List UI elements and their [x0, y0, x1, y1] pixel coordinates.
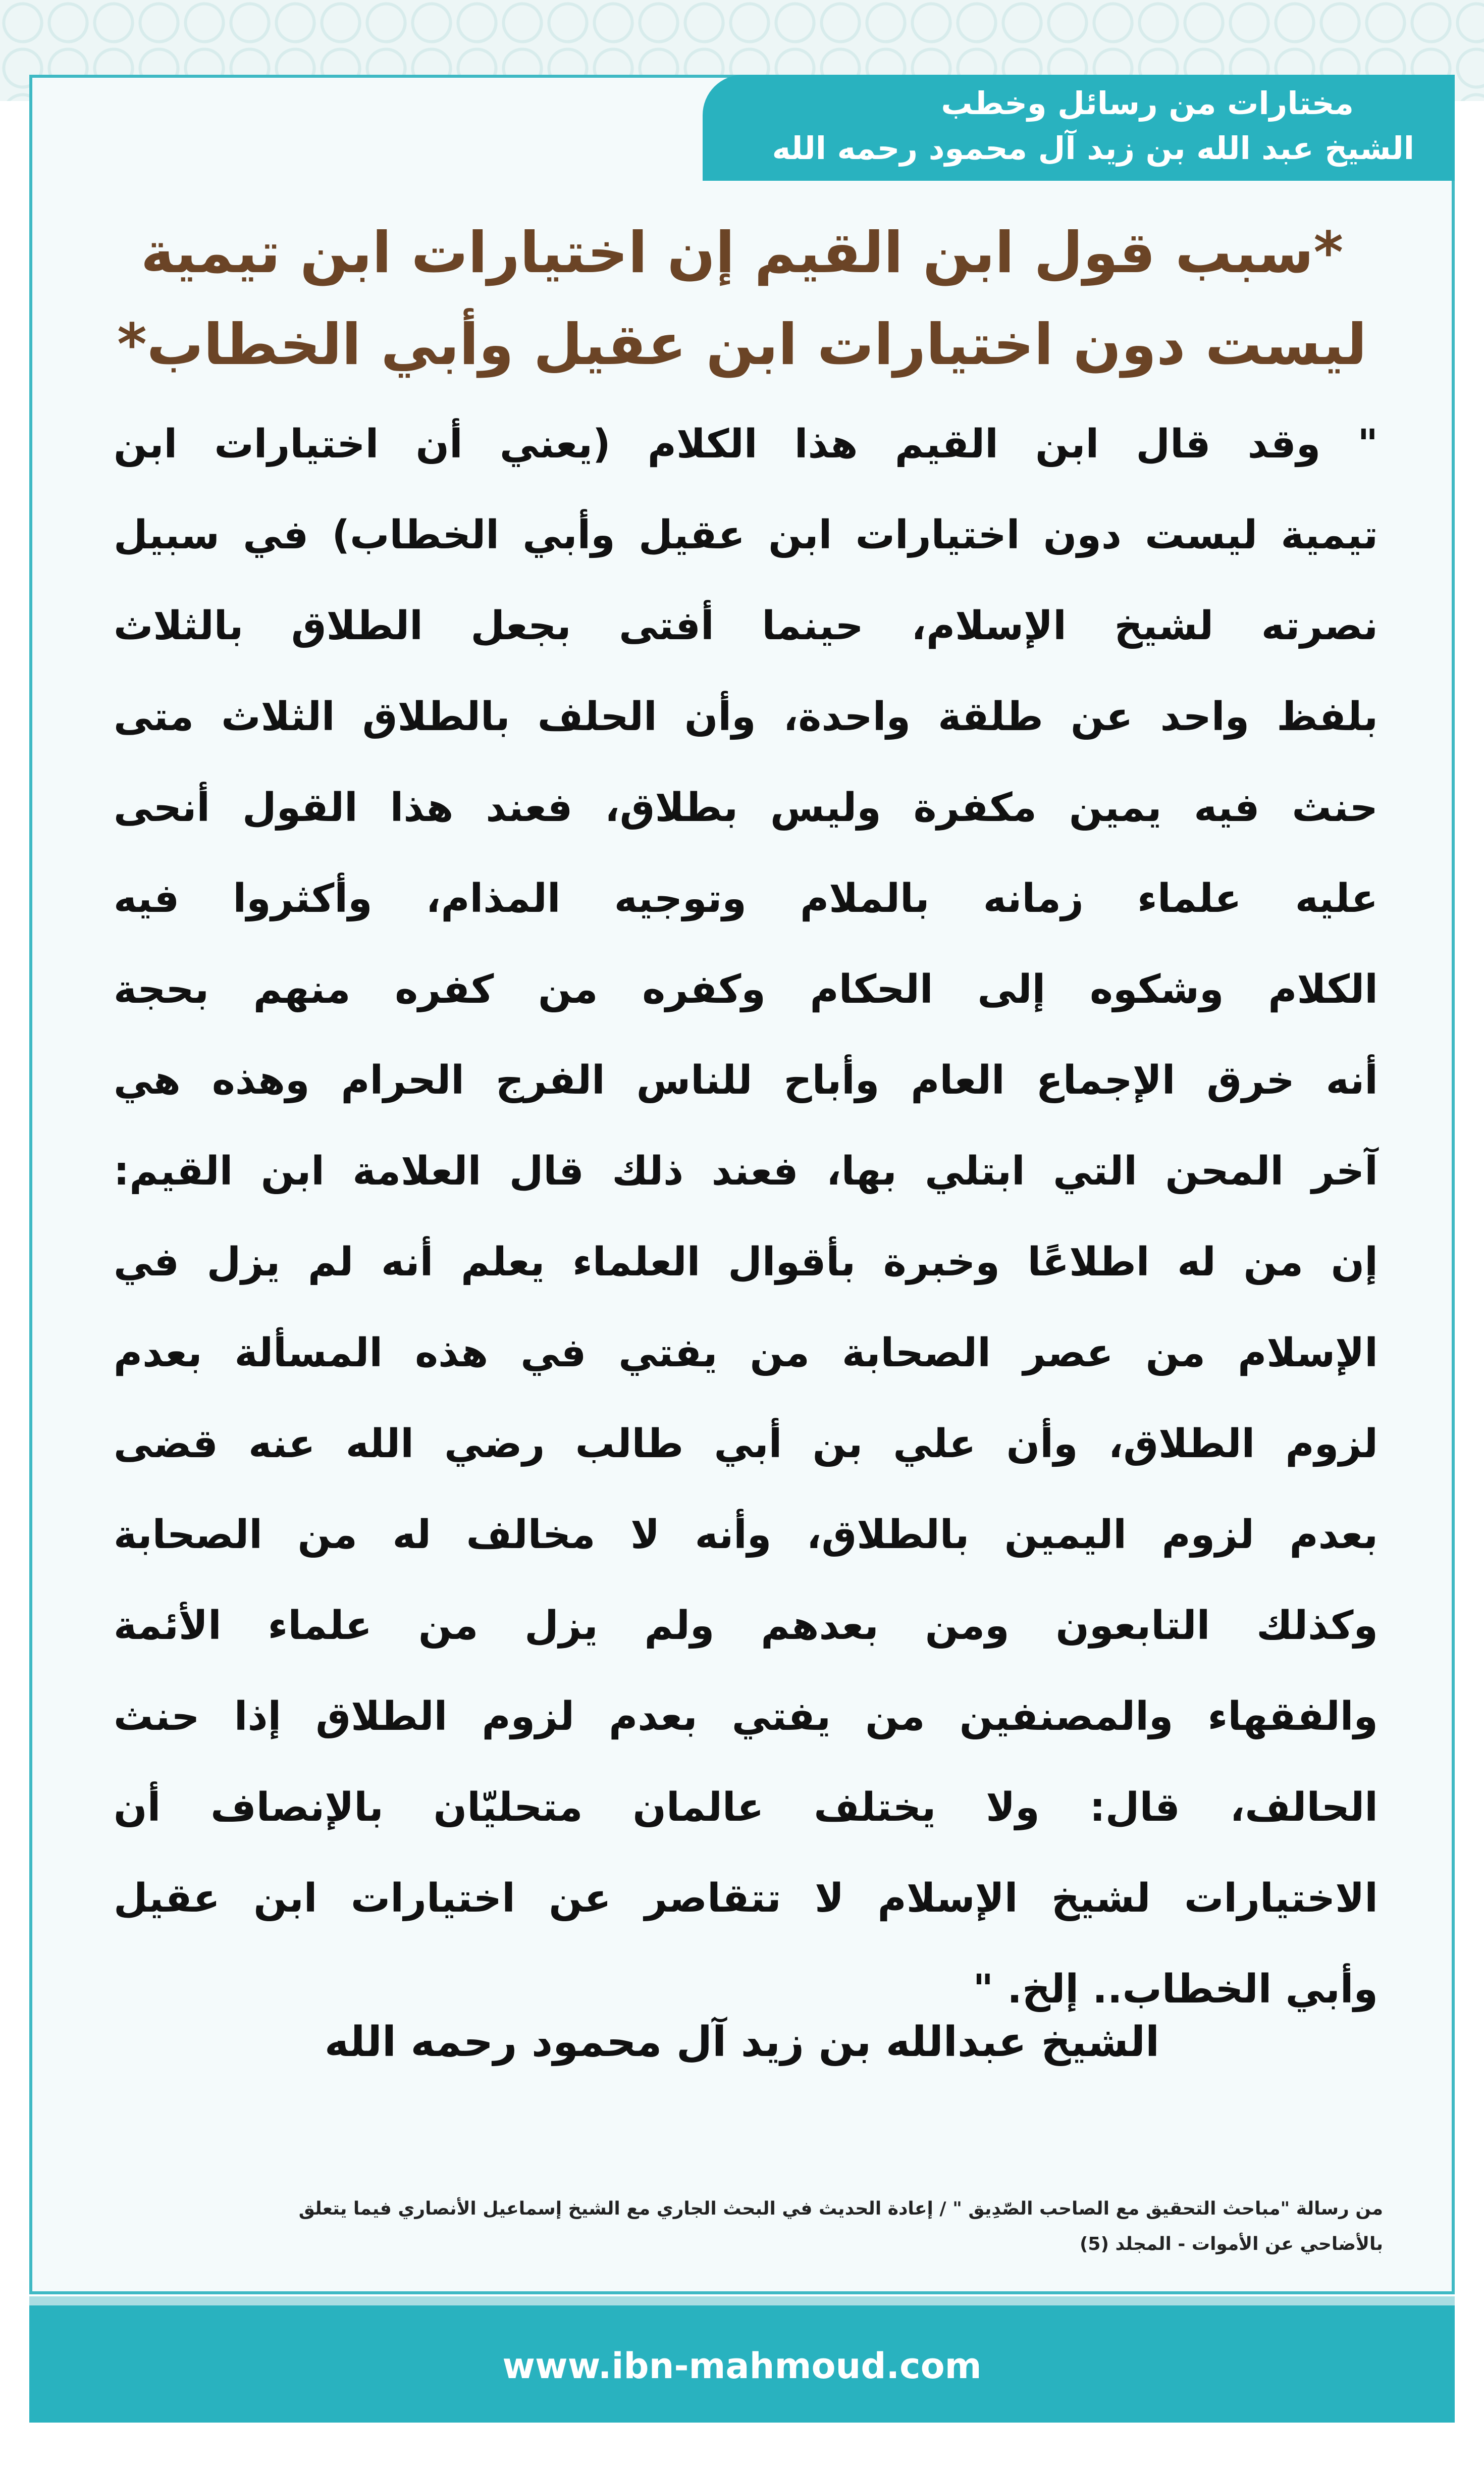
body-line: لزوم الطلاق، وأن علي بن أبي طالب رضي الله عنه قضى: [114, 1421, 1378, 1467]
body-line: أنه خرق الإجماع العام وأباح للناس الفرج الحرام وهذه هي: [114, 1058, 1378, 1103]
body-line: والفقهاء والمصنفين من يفتي بعدم لزوم الطلاق إذا حنث: [114, 1694, 1378, 1739]
body-line: آخر المحن التي ابتلي بها، فعند ذلك قال العلامة ابن القيم:: [114, 1149, 1378, 1194]
source-line-1: من رسالة "مباحث التحقيق مع الصاحب الصّدِيق " / إعادة الحديث في البحث الجاري مع الشيخ إسماعيل الأنصاري فيما يتعلق: [298, 2198, 1383, 2219]
article-title: [61, 207, 1423, 391]
header-series-title: مختارات من رسائل وخطب: [941, 85, 1354, 122]
source-citation: [121, 2191, 1383, 2262]
author-signature: الشيخ عبدالله بن زيد آل محمود رحمه الله: [324, 2018, 1160, 2066]
body-line: حنث فيه يمين مكفرة وليس بطلاق، فعند هذا القول أنحى: [114, 785, 1378, 831]
body-line: الإسلام من عصر الصحابة من يفتي في هذه المسألة بعدم: [114, 1330, 1378, 1376]
body-line: الكلام وشكوه إلى الحكام وكفره من كفره منهم بحجة: [114, 967, 1378, 1012]
title-line-2: ليست دون اختيارات ابن عقيل وأبي الخطاب*: [117, 312, 1367, 378]
body-line: عليه علماء زمانه بالملام وتوجيه المذام، وأكثروا فيه: [114, 876, 1378, 921]
body-line: وأبي الخطاب.. إلخ. ": [973, 1967, 1378, 2012]
body-line: الحالف، قال: ولا يختلف عالمان متحليّان بالإنصاف أن: [114, 1785, 1378, 1830]
body-line: بعدم لزوم اليمين بالطلاق، وأنه لا مخالف له من الصحابة: [114, 1512, 1378, 1558]
article-body: [114, 399, 1378, 2035]
title-line-1: *سبب قول ابن القيم إن اختيارات ابن تيمية: [140, 220, 1344, 286]
body-line: وكذلك التابعون ومن بعدهم ولم يزل من علماء الأئمة: [114, 1603, 1378, 1649]
header-ribbon: [703, 75, 1455, 181]
source-line-2: بالأضاحي عن الأموات - المجلد (5): [1079, 2234, 1383, 2254]
website-link[interactable]: www.ibn-mahmoud.com: [502, 2345, 982, 2387]
body-line: تيمية ليست دون اختيارات ابن عقيل وأبي الخطاب) في سبيل: [114, 512, 1378, 558]
header-author-name: الشيخ عبد الله بن زيد آل محمود رحمه الله: [772, 130, 1414, 167]
body-line: نصرته لشيخ الإسلام، حينما أفتى بجعل الطلاق بالثلاث: [114, 603, 1378, 649]
body-line: بلفظ واحد عن طلقة واحدة، وأن الحلف بالطلاق الثلاث متى: [114, 694, 1378, 740]
body-line: " وقد قال ابن القيم هذا الكلام (يعني أن اختيارات ابن: [114, 422, 1378, 467]
footer-bar: [29, 2296, 1455, 2423]
body-line: الاختيارات لشيخ الإسلام لا تتقاصر عن اختيارات ابن عقيل: [114, 1876, 1378, 1921]
body-line: إن من له اطلاعًا وخبرة بأقوال العلماء يعلم أنه لم يزل في: [114, 1240, 1378, 1285]
